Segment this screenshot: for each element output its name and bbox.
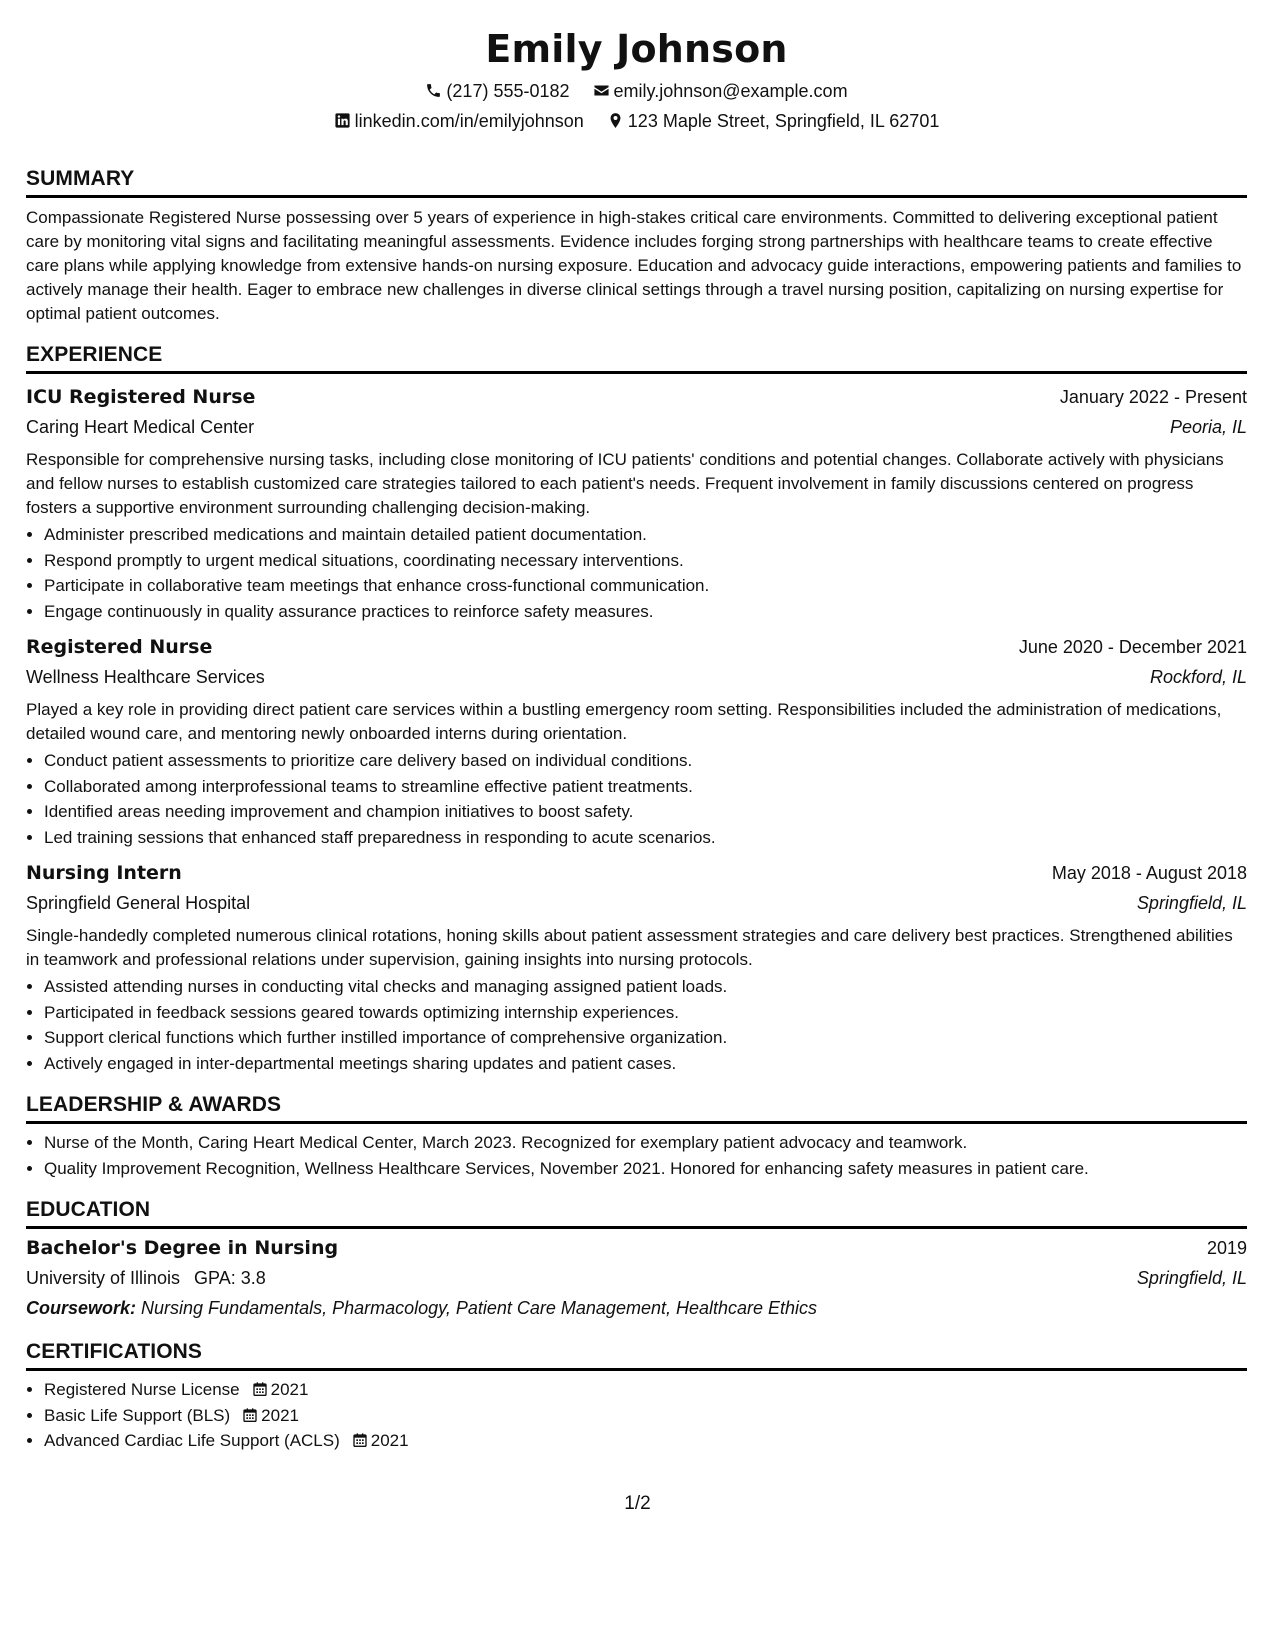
job-dates: June 2020 - December 2021 [1018,637,1247,657]
education-section [26,1195,1247,1323]
job-title: ICU Registered Nurse [26,386,256,408]
awards-list [26,1130,1247,1181]
list-item [44,1377,1247,1403]
linkedin-url: linkedin.com/in/emilyjohnson [354,111,584,131]
envelope-icon [593,82,610,99]
list-item [44,1403,1247,1429]
awards-heading: LEADERSHIP & AWARDS [26,1090,1247,1124]
calendar-icon [242,1407,258,1423]
coursework-list: Nursing Fundamentals, Pharmacology, Patient Care Management, Healthcare Ethics [136,1298,818,1318]
list-item: • Identified areas needing improvement and champion initiatives to boost safety. [44,799,1247,825]
summary-text: Compassionate Registered Nurse possessing over 5 years of experience in high-stakes critical care environments. Committed to delivering exceptional patient care by monitoring vital signs and facilitating meaningful assessments. Evidence includes forging strong partnerships with healthcare teams to create effective care plans while applying knowledge from extensive hands-on nursing exposure. Education and advocacy guide interactions, empowering patients and families to actively manage their health. Eager to embrace new challenges in diverse clinical settings through a travel nursing position, capitalizing on nursing expertise for optimal patient outcomes. [26,208,1242,323]
graduation-year: 2019 [1206,1238,1247,1258]
linkedin-contact[interactable] [334,106,584,136]
job-description: Played a key role in providing direct patient care services within a bustling emergency room setting. Responsibilities included the administration of medications, detailed wound care, and mentoring newly onboarded interns during orientation. [26,700,1222,743]
school-name: University of Illinois [26,1268,181,1288]
list-item: • Actively engaged in inter-departmental meetings sharing updates and patient cases. [44,1051,1247,1077]
certification-name: Advanced Cardiac Life Support (ACLS) [44,1431,340,1450]
page-number: 1/2 [624,1493,651,1514]
job-employer: Caring Heart Medical Center [26,417,255,437]
job-employer: Wellness Healthcare Services [26,667,265,687]
calendar-icon [252,1381,268,1397]
gpa: GPA: 3.8 [194,1268,266,1288]
list-item [44,1428,1247,1454]
list-item: • Led training sessions that enhanced staff preparedness in responding to acute scenarios. [44,825,1247,851]
job-description: Single-handedly completed numerous clinical rotations, honing skills about patient assessment strategies and care delivery best practices. Strengthened abilities in teamwork and professional relations under supervision, gaining insights into nursing protocols. [26,926,1233,969]
job-location: Peoria, IL [1169,417,1247,437]
certifications-section [26,1337,1247,1454]
certification-year: 2021 [261,1405,299,1425]
job-entry [26,858,1247,1076]
list-item: • Respond promptly to urgent medical situations, coordinating necessary interventions. [44,548,1247,574]
resume-header [26,22,1247,136]
education-heading: EDUCATION [26,1195,1247,1229]
job-title: Nursing Intern [26,862,182,884]
list-item: • Nurse of the Month, Caring Heart Medical Center, March 2023. Recognized for exemplary patient advocacy and teamwork. [44,1130,1247,1156]
list-item: • Collaborated among interprofessional teams to streamline effective patient treatments. [44,774,1247,800]
school-location: Springfield, IL [1136,1268,1247,1288]
calendar-icon [352,1432,368,1448]
certification-year: 2021 [370,1431,409,1450]
list-item: • Administer prescribed medications and maintain detailed patient documentation. [44,522,1247,548]
list-item: • Conduct patient assessments to prioritize care delivery based on individual conditions. [44,748,1247,774]
email-address: emily.johnson@example.com [613,81,848,101]
awards-section [26,1090,1247,1181]
coursework-label: Coursework: [26,1298,137,1318]
list-item: • Support clerical functions which further instilled importance of comprehensive organization. [44,1025,1247,1051]
coursework [26,1293,1247,1323]
certification-name: Registered Nurse License [44,1380,240,1399]
phone-contact[interactable] [425,76,569,106]
list-item: • Quality Improvement Recognition, Wellness Healthcare Services, November 2021. Honored for enhancing safety measures in patient care. [44,1156,1247,1182]
degree-name: Bachelor's Degree in Nursing [26,1237,339,1259]
street-address: 123 Maple Street, Springfield, IL 62701 [627,111,940,131]
certifications-list [26,1377,1247,1454]
phone-number: (217) 555-0182 [446,81,570,101]
job-bullets [26,974,1247,1076]
job-entry [26,382,1247,624]
list-item: • Engage continuously in quality assurance practices to reinforce safety measures. [44,599,1247,625]
school-info [26,1263,266,1293]
job-bullets [26,522,1247,624]
education-entry [26,1233,1247,1323]
job-dates: May 2018 - August 2018 [1051,863,1247,883]
certification-year: 2021 [270,1380,309,1399]
job-employer: Springfield General Hospital [26,893,251,913]
list-item: • Participate in collaborative team meetings that enhance cross-functional communication. [44,573,1247,599]
job-dates: January 2022 - Present [1059,387,1247,407]
job-entry [26,632,1247,850]
contact-line-1 [26,76,1247,106]
summary-section [26,164,1247,326]
experience-heading: EXPERIENCE [26,340,1247,374]
job-location: Rockford, IL [1149,667,1247,687]
certification-name: Basic Life Support (BLS) [44,1405,231,1425]
experience-section [26,340,1247,1076]
job-bullets [26,748,1247,850]
phone-icon [425,82,442,99]
job-title: Registered Nurse [26,636,213,658]
linkedin-icon [334,112,351,129]
address-contact [607,106,940,136]
certifications-heading: CERTIFICATIONS [26,1337,1247,1371]
list-item: • Participated in feedback sessions geared towards optimizing internship experiences. [44,1000,1247,1026]
job-location: Springfield, IL [1136,893,1247,913]
email-contact[interactable] [593,76,848,106]
contact-line-2 [26,106,1247,136]
list-item: • Assisted attending nurses in conducting vital checks and managing assigned patient loads. [44,974,1247,1000]
map-pin-icon [607,112,624,129]
candidate-name: Emily Johnson [485,27,788,71]
summary-heading: SUMMARY [26,164,1247,198]
job-description: Responsible for comprehensive nursing tasks, including close monitoring of ICU patients' conditions and potential changes. Collaborate actively with physicians and fellow nurses to establish customized care strategies tailored to each patient's needs. Frequent involvement in family discussions centered on progress fosters a supportive environment surrounding challenging decision-making. [26,450,1224,517]
